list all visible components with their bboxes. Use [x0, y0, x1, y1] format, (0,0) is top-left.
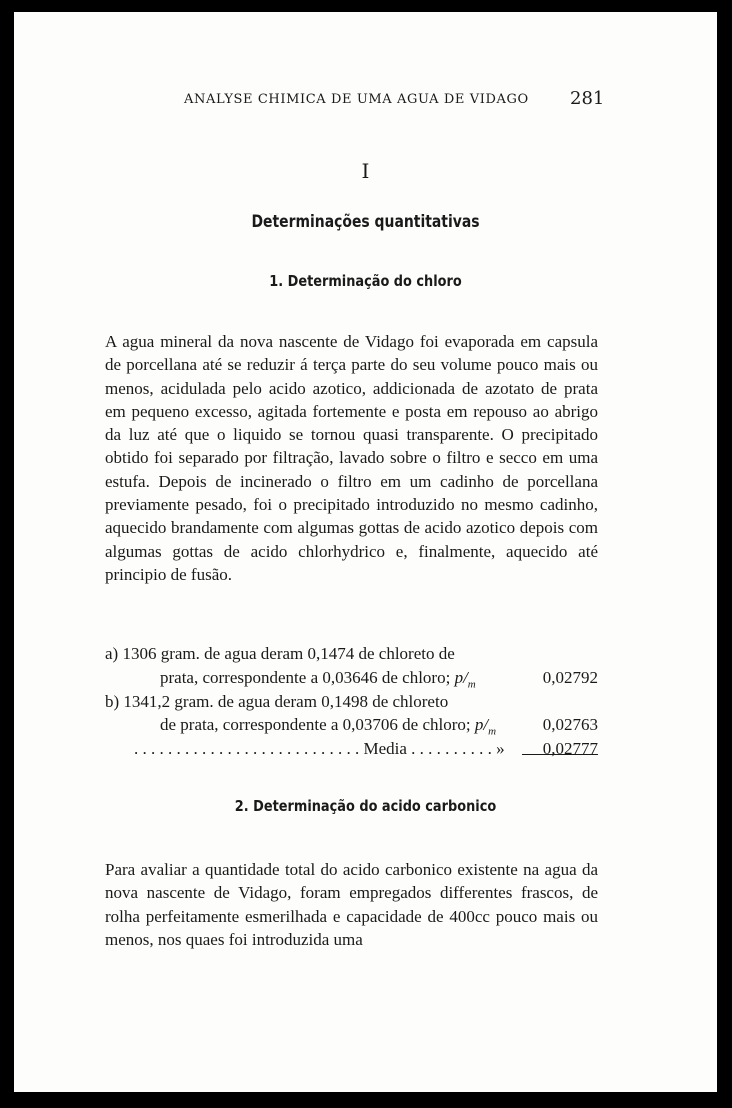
per-mille-unit: $p/_m$	[474, 715, 497, 738]
measurement-b-line2: de prata, correspondente a 0,03706 de chloro; $p/_m$ 0,02763	[160, 715, 598, 738]
per-mille-unit: $p/_m$	[454, 668, 476, 691]
measurement-a-line1: a) 1306 gram. de agua deram 0,1474 de chloreto de	[105, 644, 455, 663]
measurement-b-line1: b) 1341,2 gram. de agua deram 0,1498 de chloreto	[105, 692, 449, 711]
section-title: Determinações quantitativas	[251, 212, 480, 232]
subsection-title-chloro: 1. Determinação do chloro	[269, 272, 462, 290]
book-page	[14, 12, 717, 1092]
media-label: . . . . . . . . . . . . . . . . . . . . . . . . . . . Media . . . . . . . . . . »	[134, 739, 505, 758]
media-rule	[522, 754, 598, 755]
section-numeral: I	[361, 159, 370, 183]
media-value: 0,02777	[542, 739, 598, 758]
running-title: ANALYSE CHIMICA DE UMA AGUA DE VIDAGO	[184, 92, 529, 107]
subsection-title-carbonico: 2. Determinação do acido carbonico	[234, 797, 497, 815]
measurement-a-line2: prata, correspondente a 0,03646 de chloro; $p/_m$ 0,02792	[160, 668, 598, 691]
page-number: 281	[570, 88, 605, 109]
paragraph-chloro-method: A agua mineral da nova nascente de Vidago foi evaporada em capsula de porcellana até se reduzir á terça parte do seu volume pouco mais ou menos, acidulada pelo acido azotico, addicionada de azotato de prata em pequeno excesso, agitada fortemente e posta em repouso ao abrigo da luz até que o liquido se tornou quasi transparente. O precipitado obtido foi separado por filtração, lavado sobre o filtro e secco em uma estufa. Depois de incinerado o filtro em um cadinho de porcellana previamente pesado, foi o precipitado introduzido no mesmo cadinho, aquecido brandamente com algumas gottas de acido azotico depois com algumas gottas de acido chlorhydrico e, finalmente, aquecido até principio de fusão.	[105, 332, 598, 584]
measurement-b-value: 0,02763	[542, 715, 598, 734]
media-row	[134, 739, 598, 759]
measurement-a-value: 0,02792	[542, 668, 598, 687]
paragraph-carbonico-method: Para avaliar a quantidade total do acido carbonico existente na agua da nova nascente de Vidago, foram empregados differentes frascos, de rolha perfeitamente esmerilhada e capacidade de 400cc pouco mais ou menos, nos quaes foi introduzida uma	[105, 860, 598, 949]
